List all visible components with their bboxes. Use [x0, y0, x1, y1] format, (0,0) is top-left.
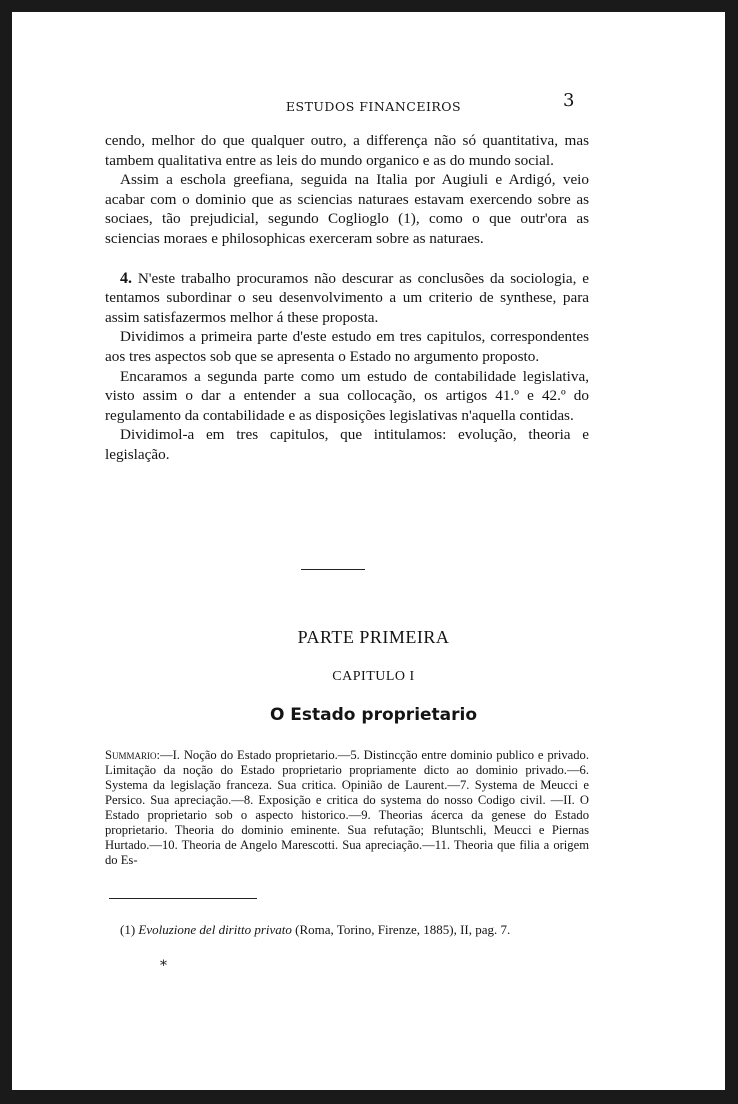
paragraph-numbered: [105, 269, 589, 328]
summary-label: Summario:: [105, 748, 161, 762]
running-header: ESTUDOS FINANCEIROS: [285, 99, 462, 114]
summary-text: —I. Noção do Estado proprietario.—5. Distincção entre dominio publico e privado. Limitação da noção do Estado proprietario propriamente dicto ao dominio privado.—6. Systema da legislação franceza. Sua critica. Opinião de Laurent.—7. Systema de Meucci e Persico. Sua apreciação.—8. Exposição e critica do systema do nosso Codigo civil. —II. O Estado proprietario sob o aspecto historico.—9. Theorias ácerca da genese do Estado proprietario. Theoria do dominio eminente. Sua refutação; Bluntschli, Meucci e Piernas Hurtado.—10. Theoria de Angelo Marescotti. Sua apreciação.—11. Theoria que filia a origem do Es-: [105, 748, 589, 867]
signature-mark: *: [160, 958, 167, 974]
footnote-text: (Roma, Torino, Firenze, 1885), II, pag. 7.: [295, 922, 511, 937]
book-page: [12, 12, 725, 1090]
paragraph-number: 4.: [120, 269, 132, 287]
paragraph: Dividimos a primeira parte d'este estudo em tres capitulos, correspondentes aos tres aspectos sob que se apresenta o Estado no argumento proposto.: [105, 328, 589, 365]
page-number: 3: [563, 90, 575, 111]
paragraph: Dividimol-a em tres capitulos, que intitulamos: evolução, theoria e legislação.: [105, 426, 589, 463]
paragraph-text: N'este trabalho procuramos não descurar as conclusões da sociologia, e tentamos subordinar o seu desenvolvimento a um criterio de synthese, para assim satisfazermos melhor á these proposta.: [105, 269, 589, 326]
footnote-title: Evoluzione del diritto privato: [138, 922, 292, 937]
body-text: [105, 131, 589, 465]
paragraph: cendo, melhor do que qualquer outro, a differença não só quantitativa, mas tambem qualitativa entre as leis do mundo organico e as do mundo social.: [105, 132, 589, 169]
chapter-summary: [105, 748, 589, 868]
paragraph: Assim a eschola greefiana, seguida na Italia por Augiuli e Ardigó, veio acabar com o dominio que as sciencias naturaes estavam exercendo sobre as sociaes, tão prejudicial, segundo Coglioglo (1), como o que outr'ora as sciencias moraes e philosophicas exerceram sobre as naturaes.: [105, 171, 589, 247]
section-title: O Estado proprietario: [269, 705, 478, 725]
paragraph: Encaramos a segunda parte como um estudo de contabilidade legislativa, visto assim o dar a entender a sua collocação, os artigos 41.º e 42.º do regulamento da contabilidade e as disposições legislativas n'aquella contidas.: [105, 367, 589, 424]
footnote: [105, 922, 589, 938]
chapter-title: CAPITULO I: [332, 669, 415, 684]
section-divider: [301, 569, 365, 570]
part-title: PARTE PRIMEIRA: [297, 627, 450, 647]
footnote-divider: [109, 898, 257, 899]
footnote-marker: (1): [120, 922, 136, 937]
